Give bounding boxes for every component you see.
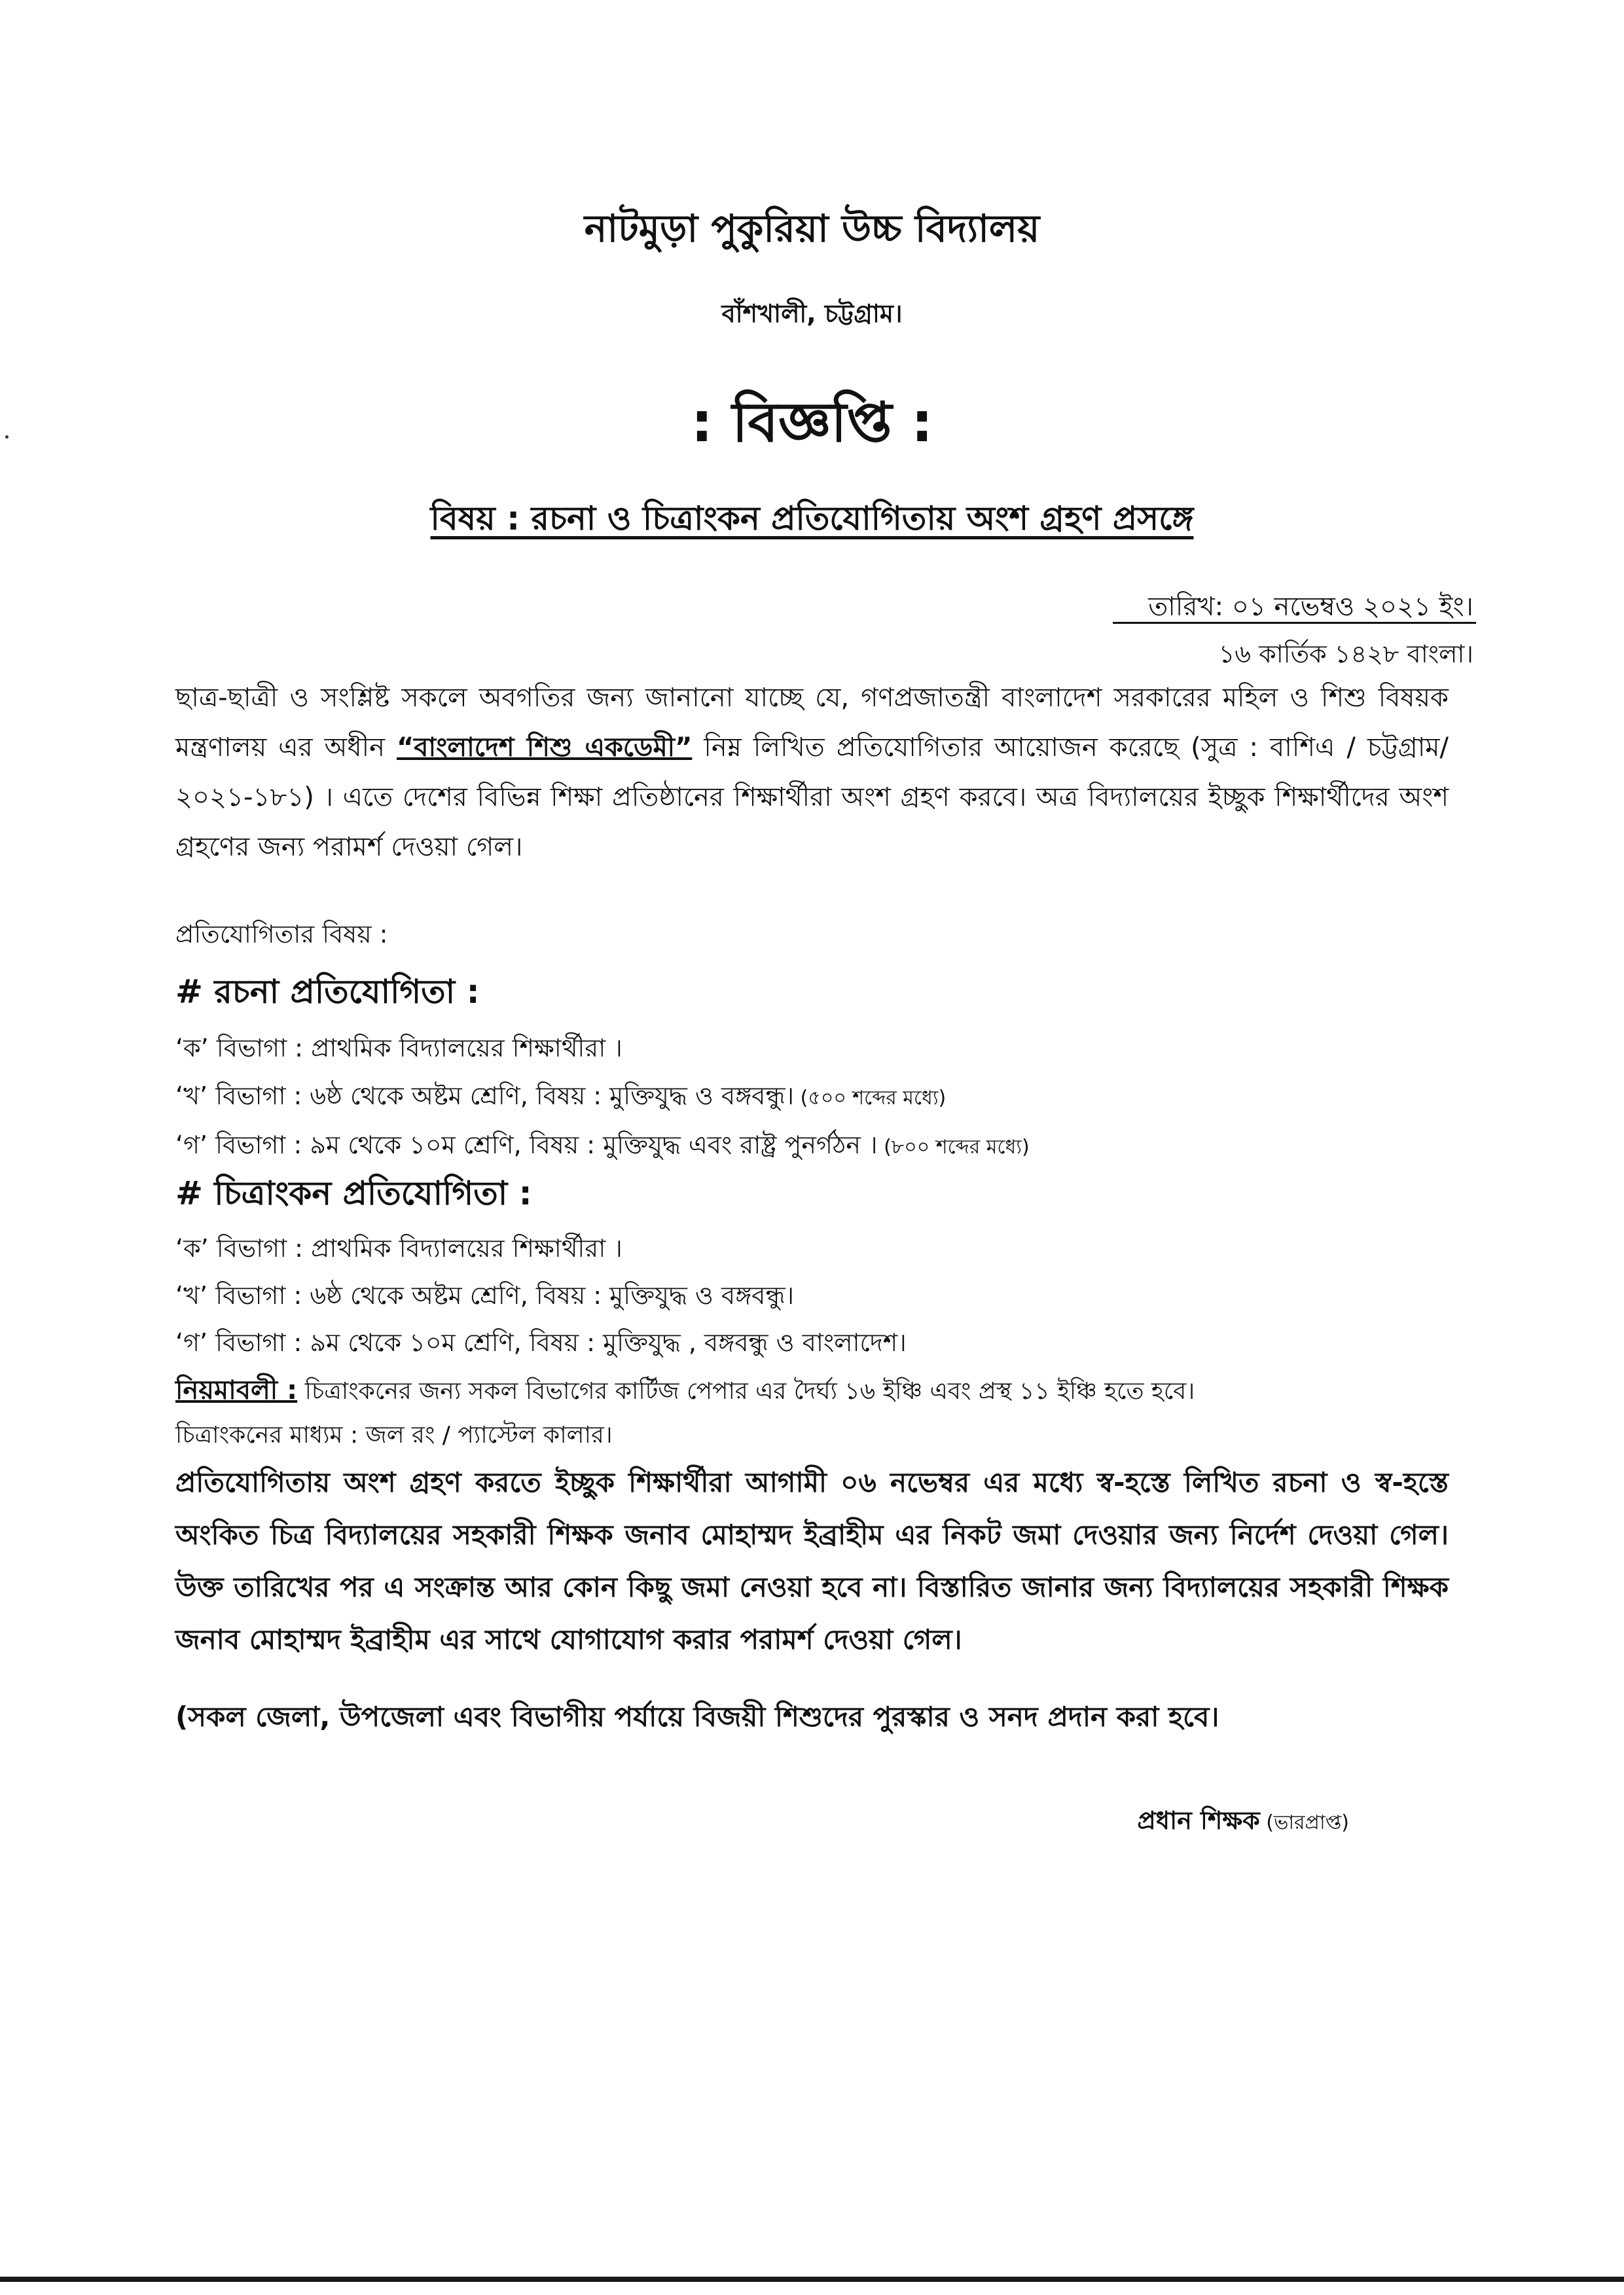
school-location: বাঁশখালী, চট্টগ্রাম। — [721, 299, 903, 328]
notice-title: : বিজ্ঞপ্তি : — [691, 390, 933, 454]
drawing-item: ‘ক’ বিভাগা : প্রাথমিক বিদ্যালয়ের শিক্ষার্থীরা । — [175, 1234, 623, 1263]
signature — [1137, 1801, 1349, 1843]
scan-speck — [5, 435, 9, 439]
date-bangla: ১৬ কার্তিক ১৪২৮ বাংলা। — [1218, 640, 1473, 668]
intro-paragraph — [175, 673, 1449, 872]
essay-item: ‘গ’ বিভাগা : ৯ম থেকে ১০ম শ্রেণি, বিষয় : মুক্তিযুদ্ধ এবং রাষ্ট্র পুনর্গঠন । (৮০০ শব্দের মধ্যে) — [175, 1130, 1030, 1159]
prize-note: (সকল জেলা, উপজেলা এবং বিভাগীয় পর্যায়ে বিজয়ী শিশুদের পুরস্কার ও সনদ প্রদান করা হবে। — [175, 1701, 1219, 1733]
topics-label: প্রতিযোগিতার বিষয় : — [175, 920, 388, 949]
rules-text: চিত্রাংকনের জন্য সকল বিভাগের কার্টিজ পেপার এর দৈর্ঘ্য ১৬ ইঞ্চি এবং প্রস্থ ১১ ইঞ্চি হতে হবে। — [297, 1378, 1195, 1405]
date-divider — [1113, 622, 1476, 624]
school-name: নাটমুড়া পুকুরিয়া উচ্চ বিদ্যালয় — [584, 206, 1040, 251]
intro-text-2: নিম্ন লিখিত প্রতিযোগিতার আয়োজন করেছে (সুত্র : বাশিএ / চট্টগ্রাম/২০২১-১৮১) । এতে দেশের বিভিন্ন শিক্ষা প্রতিষ্ঠানের শিক্ষার্থীরা অংশ গ্রহণ করবে। অত্র বিদ্যালয়ের ইচ্ছুক শিক্ষার্থীদের অংশ গ্রহণের জন্য পরামর্শ দেওয়া গেল। — [175, 732, 1449, 862]
subject-text: বিষয় : রচনা ও চিত্রাংকন প্রতিযোগিতায় অংশ গ্রহণ প্রসঙ্গে — [430, 499, 1194, 537]
instructions-paragraph: প্রতিযোগিতায় অংশ গ্রহণ করতে ইচ্ছুক শিক্ষার্থীরা আগামী ০৬ নভেম্বর এর মধ্যে স্ব-হস্তে লিখিত রচনা ও স্ব-হস্তে অংকিত চিত্র বিদ্যালয়ের সহকারী শিক্ষক জনাব মোহাম্মদ ইব্রাহীম এর নিকট জমা দেওয়ার জন্য নির্দেশ দেওয়া গেল। উক্ত তারিখের পর এ সংক্রান্ত আর কোন কিছু জমা নেওয়া হবে না। বিস্তারিত জানার জন্য বিদ্যালয়ের সহকারী শিক্ষক জনাব মোহাম্মদ ইব্রাহীম এর সাথে যোগাযোগ করার পরামর্শ দেওয়া গেল। — [175, 1466, 1449, 1655]
rules-line — [175, 1369, 1195, 1413]
drawing-medium: চিত্রাংকনের মাধ্যম : জল রং / প্যাস্টেল কালার। — [175, 1422, 613, 1449]
signature-title: প্রধান শিক্ষক — [1137, 1806, 1260, 1835]
rules-label: নিয়মাবলী : — [175, 1375, 298, 1405]
intro-text-1: ছাত্র-ছাত্রী ও সংশ্লিষ্ট সকলে অবগতির জন্য জানানো যাচ্ছে যে, গণপ্রজাতন্ত্রী বাংলাদেশ সরকারের মহিল ও শিশু বিষয়ক মন্ত্রণালয় এর অধীন — [175, 683, 1449, 763]
signature-qualifier: (ভারপ্রাপ্ত) — [1259, 1811, 1349, 1834]
essay-item: ‘ক’ বিভাগা : প্রাথমিক বিদ্যালয়ের শিক্ষার্থীরা । — [175, 1034, 623, 1062]
essay-item: ‘খ’ বিভাগা : ৬ষ্ঠ থেকে অষ্টম শ্রেণি, বিষয় : মুক্তিযুদ্ধ ও বঙ্গবন্ধু। (৫০০ শব্দের মধ্যে) — [175, 1081, 947, 1110]
subject-line — [0, 494, 1624, 549]
essay-heading: # রচনা প্রতিযোগিতা : — [175, 973, 480, 1011]
date-gregorian: তারিখ: ০১ নভেম্বও ২০২১ ইং। — [1148, 592, 1473, 622]
drawing-item: ‘খ’ বিভাগা : ৬ষ্ঠ থেকে অষ্টম শ্রেণি, বিষয় : মুক্তিযুদ্ধ ও বঙ্গবন্ধু। — [175, 1281, 795, 1310]
academy-name: “বাংলাদেশ শিশু একডেমী” — [397, 732, 693, 763]
scan-edge — [0, 2277, 1624, 2282]
drawing-item: ‘গ’ বিভাগা : ৯ম থেকে ১০ম শ্রেণি, বিষয় : মুক্তিযুদ্ধ , বঙ্গবন্ধু ও বাংলাদেশ। — [175, 1328, 907, 1357]
drawing-heading: # চিত্রাংকন প্রতিযোগিতা : — [175, 1174, 532, 1212]
